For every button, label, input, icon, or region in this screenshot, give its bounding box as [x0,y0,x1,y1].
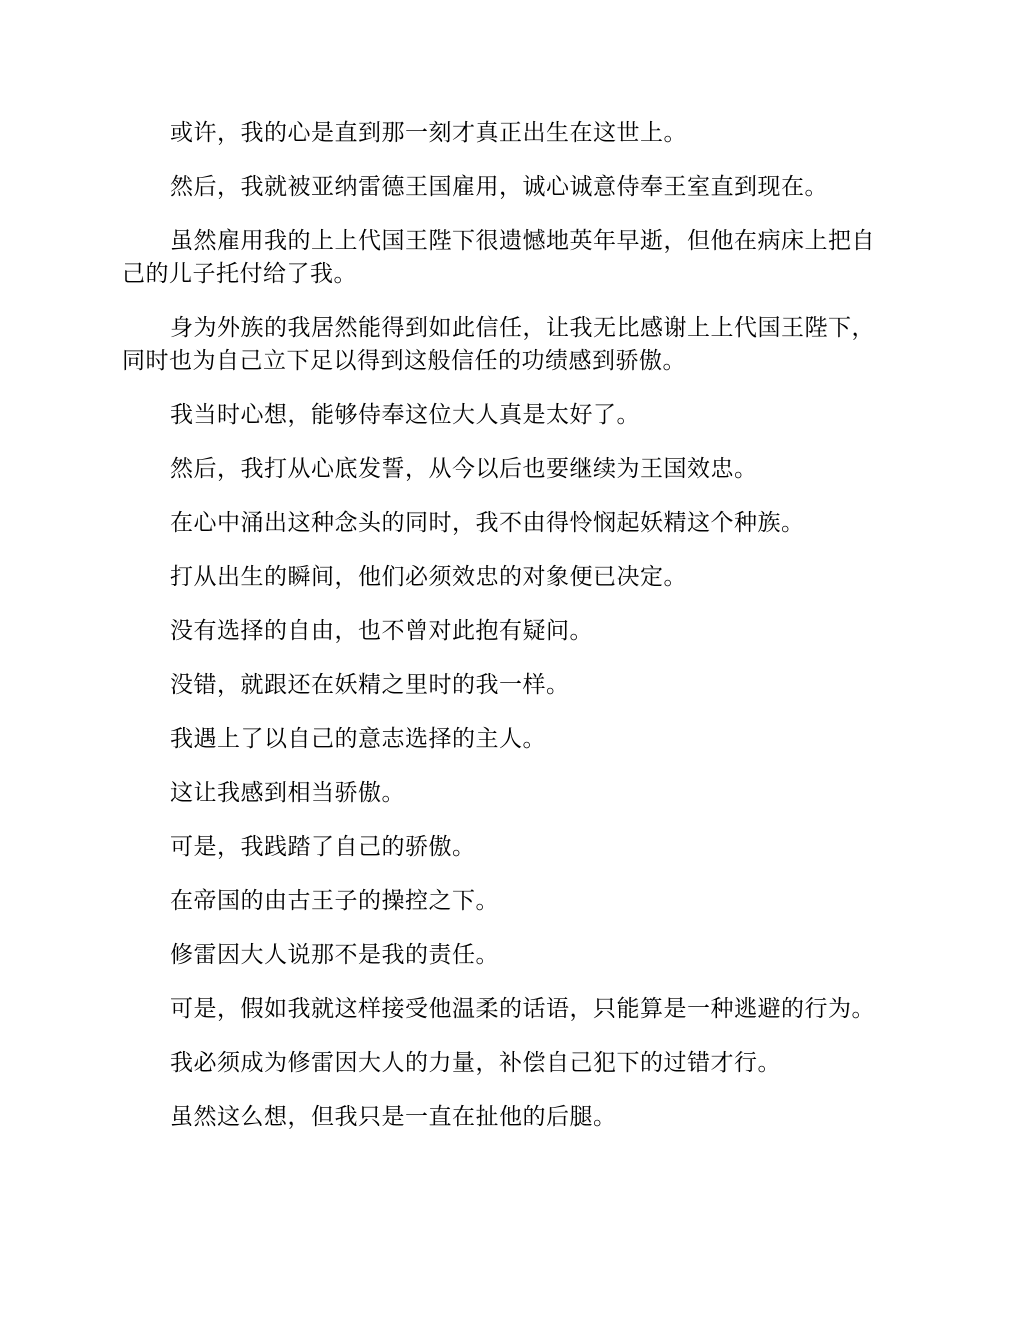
paragraph: 身为外族的我居然能得到如此信任，让我无比感谢上上代国王陛下，同时也为自己立下足以得到这般信任的功绩感到骄傲。 [122,315,875,374]
paragraph: 然后，我就被亚纳雷德王国雇用，诚心诚意侍奉王室直到现在。 [170,174,828,200]
paragraph: 虽然雇用我的上上代国王陛下很遗憾地英年早逝，但他在病床上把自己的儿子托付给了我。 [122,228,875,287]
document-body [122,117,898,1155]
paragraph: 虽然这么想，但我只是一直在扯他的后腿。 [170,1104,617,1130]
paragraph: 然后，我打从心底发誓，从今以后也要继续为王国效忠。 [170,456,758,482]
paragraph: 在帝国的由古王子的操控之下。 [170,888,499,914]
paragraph: 我当时心想，能够侍奉这位大人真是太好了。 [170,402,640,428]
paragraph: 没有选择的自由，也不曾对此抱有疑问。 [170,618,593,644]
paragraph: 没错，就跟还在妖精之里时的我一样。 [170,672,570,698]
paragraph: 可是，假如我就这样接受他温柔的话语，只能算是一种逃避的行为。 [170,996,875,1022]
paragraph: 我必须成为修雷因大人的力量，补偿自己犯下的过错才行。 [170,1050,781,1076]
paragraph: 这让我感到相当骄傲。 [170,780,405,806]
paragraph: 在心中涌出这种念头的同时，我不由得怜悯起妖精这个种族。 [170,510,805,536]
paragraph: 修雷因大人说那不是我的责任。 [170,942,499,968]
paragraph: 可是，我践踏了自己的骄傲。 [170,834,476,860]
paragraph: 我遇上了以自己的意志选择的主人。 [170,726,546,752]
paragraph: 或许，我的心是直到那一刻才真正出生在这世上。 [170,120,687,146]
paragraph: 打从出生的瞬间，他们必须效忠的对象便已决定。 [170,564,687,590]
